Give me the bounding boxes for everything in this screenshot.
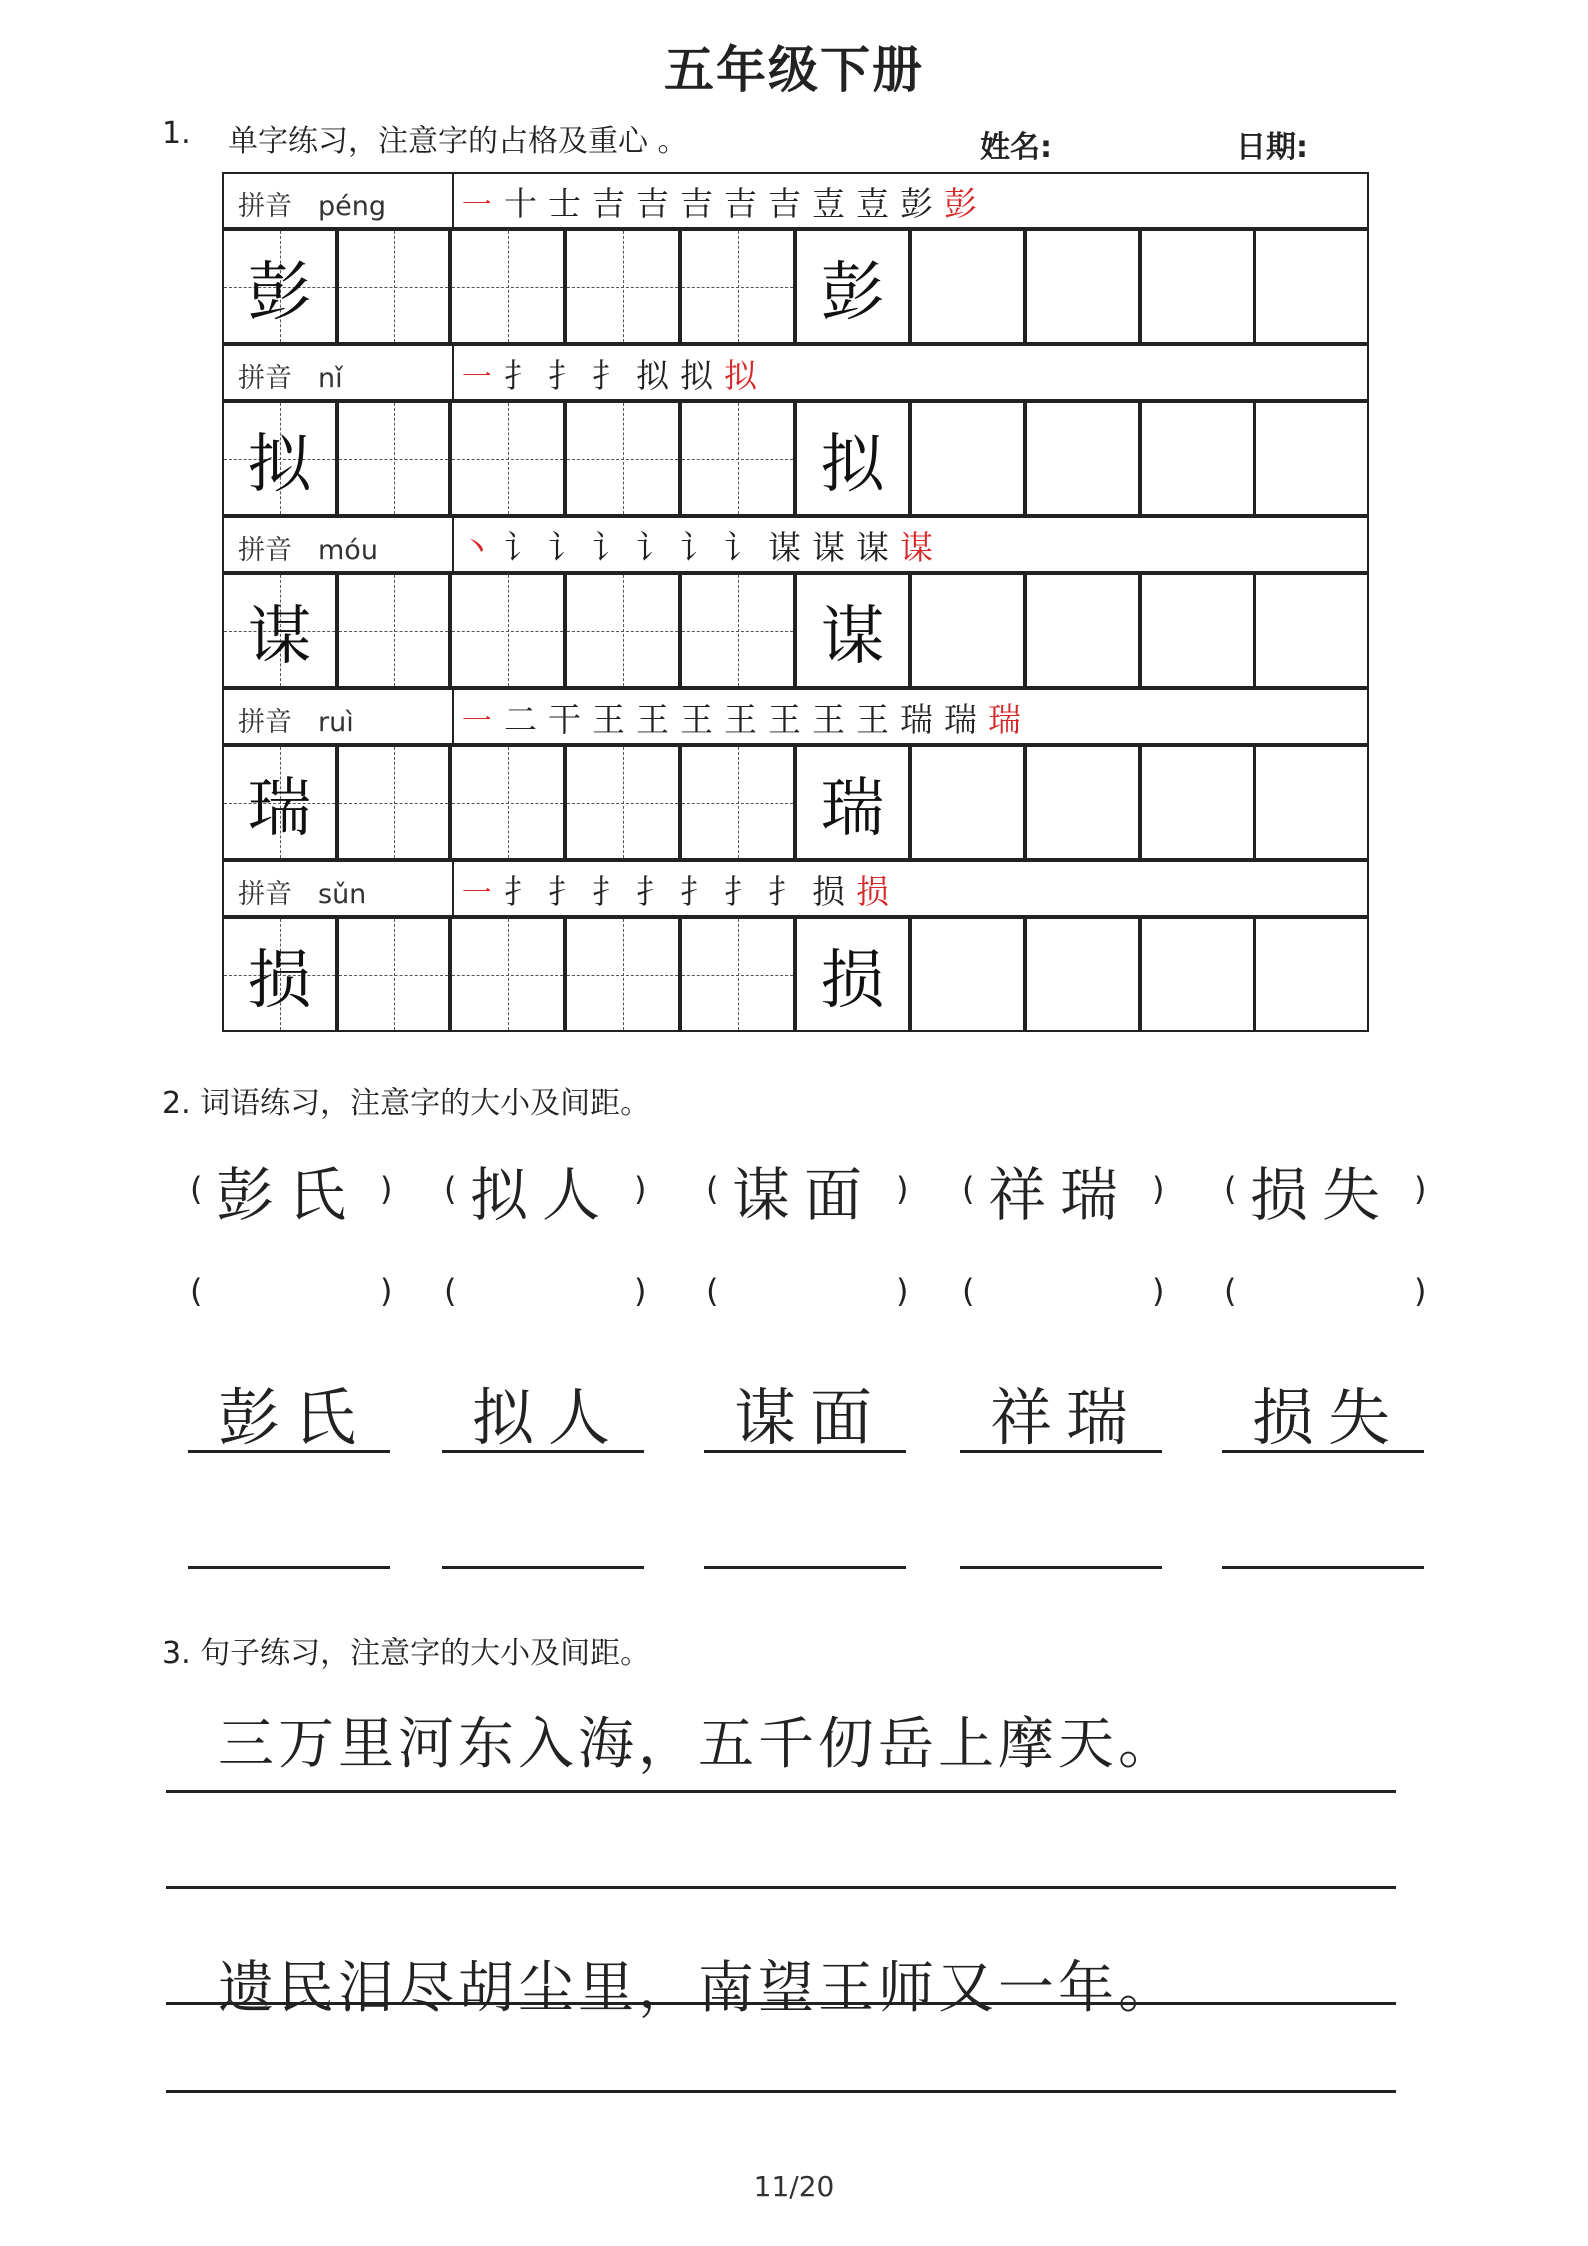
character-row bbox=[222, 229, 1369, 344]
stroke-step: 二 bbox=[504, 700, 537, 739]
stroke-step: 扌 bbox=[592, 872, 625, 911]
word-blank-line[interactable] bbox=[960, 1566, 1162, 1569]
writing-cell[interactable] bbox=[1140, 745, 1255, 860]
stroke-step: 吉 bbox=[680, 184, 713, 223]
writing-cell[interactable] bbox=[1025, 229, 1140, 344]
writing-cell[interactable] bbox=[565, 401, 680, 516]
section3-heading: 3. 句子练习，注意字的大小及间距。 bbox=[162, 1636, 651, 1671]
pinyin-row bbox=[222, 860, 1369, 917]
section1-heading: 单字练习，注意字的占格及重心 。 bbox=[228, 124, 688, 159]
word-trace-line bbox=[960, 1450, 1162, 1453]
stroke-step: 谋 bbox=[856, 528, 889, 567]
guide-line bbox=[567, 975, 678, 976]
stroke-step: 丶 bbox=[460, 528, 493, 567]
stroke-step: 拟 bbox=[636, 356, 669, 395]
practice-character: 瑞 bbox=[820, 771, 885, 846]
practice-character: 彭 bbox=[247, 255, 312, 330]
word-trace: 拟人 bbox=[472, 1381, 625, 1454]
writing-cell[interactable] bbox=[337, 917, 450, 1032]
writing-cell[interactable] bbox=[337, 573, 450, 688]
trace-character-cell bbox=[795, 401, 910, 516]
pinyin-value: móu bbox=[318, 535, 378, 566]
stroke-step: 吉 bbox=[636, 184, 669, 223]
word-model: 损失 bbox=[1250, 1161, 1395, 1229]
writing-cell[interactable] bbox=[1025, 573, 1140, 688]
writing-cell[interactable] bbox=[680, 917, 795, 1032]
stroke-step: 壴 bbox=[812, 184, 845, 223]
stroke-step: 十 bbox=[504, 184, 537, 223]
stroke-step: 扌 bbox=[768, 872, 801, 911]
guide-line bbox=[682, 631, 793, 632]
pinyin-label-text: 拼音 bbox=[238, 363, 292, 394]
word-trace-line bbox=[442, 1450, 644, 1453]
stroke-step: 王 bbox=[680, 700, 713, 739]
writing-cell[interactable] bbox=[1254, 401, 1369, 516]
writing-cell[interactable] bbox=[565, 745, 680, 860]
stroke-step: ㇐ bbox=[460, 872, 493, 911]
trace-character-cell bbox=[795, 573, 910, 688]
stroke-step: ㇐ bbox=[460, 184, 493, 223]
page-title: 五年级下册 bbox=[664, 41, 924, 99]
stroke-step: 讠 bbox=[680, 528, 713, 567]
character-row bbox=[222, 401, 1369, 516]
pinyin-divider bbox=[452, 346, 454, 399]
stroke-step: 谋 bbox=[812, 528, 845, 567]
guide-line bbox=[339, 803, 448, 804]
section1-number: 1. bbox=[162, 116, 191, 151]
stroke-step: 扌 bbox=[592, 356, 625, 395]
guide-line bbox=[567, 459, 678, 460]
pinyin-label bbox=[238, 356, 343, 395]
trace-character-cell bbox=[795, 229, 910, 344]
stroke-step: 谋 bbox=[768, 528, 801, 567]
word-trace: 祥瑞 bbox=[990, 1381, 1143, 1454]
pinyin-row bbox=[222, 516, 1369, 573]
practice-character: 谋 bbox=[820, 599, 885, 674]
writing-cell[interactable] bbox=[680, 229, 795, 344]
character-row bbox=[222, 745, 1369, 860]
word-trace: 彭氏 bbox=[218, 1381, 371, 1454]
word-blank-line[interactable] bbox=[188, 1566, 390, 1569]
stroke-step: 壴 bbox=[856, 184, 889, 223]
sentence-1: 三万里河东入海，五千仞岳上摩天。 bbox=[218, 1712, 1178, 1777]
guide-line bbox=[339, 287, 448, 288]
character-row bbox=[222, 573, 1369, 688]
stroke-step: ㇐ bbox=[460, 356, 493, 395]
pinyin-divider bbox=[452, 690, 454, 743]
model-character-cell bbox=[222, 401, 337, 516]
word-blank-line[interactable] bbox=[704, 1566, 906, 1569]
pinyin-row bbox=[222, 344, 1369, 401]
word-trace-line bbox=[704, 1450, 906, 1453]
pinyin-label bbox=[238, 872, 366, 911]
practice-character: 拟 bbox=[247, 427, 312, 502]
stroke-step: 讠 bbox=[724, 528, 757, 567]
model-character-cell bbox=[222, 745, 337, 860]
practice-character: 谋 bbox=[247, 599, 312, 674]
word-blank-line[interactable] bbox=[442, 1566, 644, 1569]
paren-open: ( bbox=[706, 1170, 719, 1208]
stroke-step: 瑞 bbox=[944, 700, 977, 739]
stroke-step: 讠 bbox=[636, 528, 669, 567]
word-trace-line bbox=[1222, 1450, 1424, 1453]
name-label: 姓名: bbox=[980, 130, 1052, 165]
writing-cell[interactable] bbox=[1254, 917, 1369, 1032]
pinyin-label bbox=[238, 700, 354, 739]
writing-cell[interactable] bbox=[565, 917, 680, 1032]
stroke-step: 王 bbox=[812, 700, 845, 739]
paren-open: ( bbox=[190, 1170, 203, 1208]
practice-character: 拟 bbox=[820, 427, 885, 502]
guide-line bbox=[567, 287, 678, 288]
sentence-1-blank-line[interactable] bbox=[166, 1886, 1396, 1889]
pinyin-blank-open[interactable]: ( bbox=[1224, 1272, 1237, 1310]
section2-heading: 2. 词语练习，注意字的大小及间距。 bbox=[162, 1086, 651, 1121]
paren-close: ) bbox=[896, 1170, 909, 1208]
stroke-step: 扌 bbox=[504, 356, 537, 395]
pinyin-blank-open[interactable]: ( bbox=[190, 1272, 203, 1310]
stroke-step: ㇐ bbox=[460, 700, 493, 739]
paren-open: ( bbox=[444, 1170, 457, 1208]
stroke-step: 王 bbox=[856, 700, 889, 739]
writing-cell[interactable] bbox=[1140, 917, 1255, 1032]
writing-cell[interactable] bbox=[1025, 745, 1140, 860]
writing-cell[interactable] bbox=[337, 229, 450, 344]
stroke-order bbox=[460, 350, 768, 397]
writing-cell[interactable] bbox=[450, 917, 565, 1032]
stroke-order bbox=[460, 866, 900, 913]
word-model: 谋面 bbox=[732, 1161, 877, 1229]
stroke-step: 瑞 bbox=[988, 700, 1021, 739]
writing-cell[interactable] bbox=[565, 573, 680, 688]
writing-cell[interactable] bbox=[450, 573, 565, 688]
guide-line bbox=[452, 975, 563, 976]
guide-line bbox=[452, 459, 563, 460]
stroke-step: 扌 bbox=[724, 872, 757, 911]
pinyin-blank-open[interactable]: ( bbox=[444, 1272, 457, 1310]
paren-open: ( bbox=[962, 1170, 975, 1208]
writing-cell[interactable] bbox=[1254, 573, 1369, 688]
writing-cell[interactable] bbox=[910, 229, 1025, 344]
sentence-1-line bbox=[166, 1790, 1396, 1793]
stroke-order bbox=[460, 694, 1032, 741]
stroke-order bbox=[460, 178, 988, 225]
stroke-step: 干 bbox=[548, 700, 581, 739]
pinyin-value: péng bbox=[318, 191, 387, 222]
stroke-step: 彭 bbox=[944, 184, 977, 223]
model-character-cell bbox=[222, 573, 337, 688]
pinyin-divider bbox=[452, 518, 454, 571]
writing-cell[interactable] bbox=[565, 229, 680, 344]
word-model: 彭氏 bbox=[216, 1161, 361, 1229]
stroke-step: 吉 bbox=[768, 184, 801, 223]
pinyin-row bbox=[222, 688, 1369, 745]
sentence-2-line bbox=[166, 2002, 1396, 2005]
word-trace: 损失 bbox=[1252, 1381, 1405, 1454]
word-trace-line bbox=[188, 1450, 390, 1453]
writing-cell[interactable] bbox=[337, 745, 450, 860]
stroke-step: 讠 bbox=[592, 528, 625, 567]
guide-line bbox=[452, 803, 563, 804]
stroke-step: 王 bbox=[724, 700, 757, 739]
stroke-step: 损 bbox=[856, 872, 889, 911]
stroke-step: 讠 bbox=[548, 528, 581, 567]
writing-cell[interactable] bbox=[910, 573, 1025, 688]
stroke-step: 拟 bbox=[680, 356, 713, 395]
stroke-step: 王 bbox=[768, 700, 801, 739]
pinyin-row bbox=[222, 172, 1369, 229]
pinyin-label-text: 拼音 bbox=[238, 535, 292, 566]
pinyin-blank-open[interactable]: ( bbox=[706, 1272, 719, 1310]
writing-cell[interactable] bbox=[680, 401, 795, 516]
model-character-cell bbox=[222, 917, 337, 1032]
guide-line bbox=[567, 803, 678, 804]
pinyin-value: ruì bbox=[318, 707, 354, 738]
stroke-step: 扌 bbox=[636, 872, 669, 911]
word-model: 拟人 bbox=[470, 1161, 615, 1229]
character-row bbox=[222, 917, 1369, 1032]
stroke-step: 扌 bbox=[548, 356, 581, 395]
guide-line bbox=[339, 459, 448, 460]
stroke-step: 王 bbox=[636, 700, 669, 739]
writing-cell[interactable] bbox=[910, 917, 1025, 1032]
trace-character-cell bbox=[795, 917, 910, 1032]
practice-character: 损 bbox=[247, 943, 312, 1018]
stroke-step: 吉 bbox=[592, 184, 625, 223]
pinyin-label bbox=[238, 184, 386, 223]
word-blank-line[interactable] bbox=[1222, 1566, 1424, 1569]
guide-line bbox=[339, 631, 448, 632]
word-trace: 谋面 bbox=[734, 1381, 887, 1454]
pinyin-label bbox=[238, 528, 378, 567]
guide-line bbox=[567, 631, 678, 632]
guide-line bbox=[682, 459, 793, 460]
word-model: 祥瑞 bbox=[988, 1161, 1133, 1229]
pinyin-label-text: 拼音 bbox=[238, 879, 292, 910]
guide-line bbox=[682, 287, 793, 288]
stroke-step: 扌 bbox=[680, 872, 713, 911]
stroke-step: 王 bbox=[592, 700, 625, 739]
guide-line bbox=[452, 287, 563, 288]
writing-cell[interactable] bbox=[1140, 573, 1255, 688]
writing-cell[interactable] bbox=[450, 745, 565, 860]
stroke-step: 彭 bbox=[900, 184, 933, 223]
guide-line bbox=[682, 975, 793, 976]
writing-cell[interactable] bbox=[680, 745, 795, 860]
paren-close: ) bbox=[1152, 1170, 1165, 1208]
guide-line bbox=[682, 803, 793, 804]
writing-cell[interactable] bbox=[450, 229, 565, 344]
writing-cell[interactable] bbox=[337, 401, 450, 516]
stroke-step: 瑞 bbox=[900, 700, 933, 739]
writing-cell[interactable] bbox=[910, 745, 1025, 860]
stroke-step: 谋 bbox=[900, 528, 933, 567]
character-practice-grid bbox=[222, 172, 1369, 1037]
sentence-2: 遗民泪尽胡尘里，南望王师又一年。 bbox=[218, 1956, 1178, 2021]
model-character-cell bbox=[222, 229, 337, 344]
pinyin-value: sǔn bbox=[318, 879, 367, 910]
writing-cell[interactable] bbox=[1254, 229, 1369, 344]
stroke-step: 吉 bbox=[724, 184, 757, 223]
stroke-step: 拟 bbox=[724, 356, 757, 395]
paren-open: ( bbox=[1224, 1170, 1237, 1208]
pinyin-blank-close[interactable]: ) bbox=[380, 1272, 393, 1310]
writing-cell[interactable] bbox=[910, 401, 1025, 516]
stroke-step: 损 bbox=[812, 872, 845, 911]
stroke-order bbox=[460, 522, 944, 569]
practice-character: 瑞 bbox=[247, 771, 312, 846]
practice-character: 损 bbox=[820, 943, 885, 1018]
pinyin-divider bbox=[452, 174, 454, 227]
pinyin-blank-open[interactable]: ( bbox=[962, 1272, 975, 1310]
writing-cell[interactable] bbox=[1025, 401, 1140, 516]
page-number: 11/20 bbox=[753, 2170, 835, 2203]
pinyin-blank-close[interactable]: ) bbox=[1414, 1272, 1427, 1310]
writing-cell[interactable] bbox=[1254, 745, 1369, 860]
sentence-2-blank-line[interactable] bbox=[166, 2090, 1396, 2093]
practice-character: 彭 bbox=[820, 255, 885, 330]
writing-cell[interactable] bbox=[680, 573, 795, 688]
pinyin-blank-close[interactable]: ) bbox=[1152, 1272, 1165, 1310]
pinyin-label-text: 拼音 bbox=[238, 191, 292, 222]
paren-close: ) bbox=[634, 1170, 647, 1208]
writing-cell[interactable] bbox=[450, 401, 565, 516]
stroke-step: 讠 bbox=[504, 528, 537, 567]
pinyin-blank-close[interactable]: ) bbox=[896, 1272, 909, 1310]
paren-close: ) bbox=[1414, 1170, 1427, 1208]
date-label: 日期: bbox=[1236, 130, 1308, 165]
writing-cell[interactable] bbox=[1025, 917, 1140, 1032]
stroke-step: 扌 bbox=[548, 872, 581, 911]
writing-cell[interactable] bbox=[1140, 229, 1255, 344]
writing-cell[interactable] bbox=[1140, 401, 1255, 516]
pinyin-label-text: 拼音 bbox=[238, 707, 292, 738]
pinyin-divider bbox=[452, 862, 454, 915]
guide-line bbox=[339, 975, 448, 976]
pinyin-value: nǐ bbox=[318, 363, 343, 394]
guide-line bbox=[452, 631, 563, 632]
stroke-step: 士 bbox=[548, 184, 581, 223]
trace-character-cell bbox=[795, 745, 910, 860]
stroke-step: 扌 bbox=[504, 872, 537, 911]
paren-close: ) bbox=[380, 1170, 393, 1208]
pinyin-blank-close[interactable]: ) bbox=[634, 1272, 647, 1310]
